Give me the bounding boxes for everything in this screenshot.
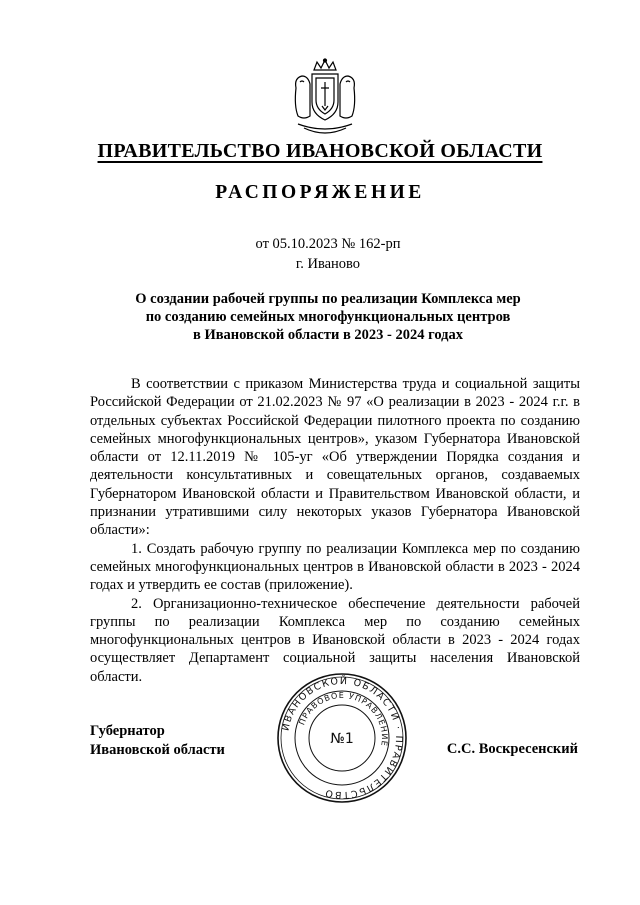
subject-line: по созданию семейных многофункциональных центров (145, 309, 511, 325)
coat-of-arms-icon (290, 58, 360, 140)
signatory-position-line: Губернатор (90, 723, 165, 739)
signatory-name: С.С. Воскресенский (446, 741, 578, 757)
organization-title: ПРАВИТЕЛЬСТВО ИВАНОВСКОЙ ОБЛАСТИ (97, 140, 543, 162)
official-stamp-icon (276, 672, 408, 804)
subject-line: О создании рабочей группы по реализации Комплекса мер (135, 291, 521, 307)
document-type-heading: РАСПОРЯЖЕНИЕ (215, 182, 425, 203)
signatory-position-line: Ивановской области (90, 742, 225, 758)
body-paragraph-item-2: 2. Организационно-техническое обеспечение деятельности рабочей группы по реализации Комплекса мер по созданию семейных многофункциональных центров в Ивановской области в 2023 - 2024 годах осуществляет Департамент социальной защиты населения Ивановской области. (90, 595, 580, 685)
stamp-ring-text: ИВАНОВСКОЙ ОБЛАСТИ · ПРАВИТЕЛЬСТВО (280, 675, 405, 801)
body-paragraph-preamble: В соответствии с приказом Министерства труда и социальной защиты Российской Федерации от 21.02.2023 № 97 «О реализации в 2023 - 2024 г.г. в отдельных субъектах Российской Федерации пилотного проекта по созданию семейных многофункциональных центров», указом Губернатора Ивановской области от 12.11.2019 № 105-уг «Об утверждении Порядка создания и деятельности консультативных и совещательных органов, создаваемых Губернатором Ивановской области и Правительством Ивановской области, и признании утратившими силу некоторых указов Губернатора Ивановской области»: (90, 376, 580, 539)
stamp-number: №1 (330, 731, 354, 747)
subject-line: в Ивановской области в 2023 - 2024 годах (192, 327, 463, 343)
stamp-inner-text: ПРАВОВОЕ УПРАВЛЕНИЕ (297, 690, 390, 748)
signatory-position (90, 722, 225, 760)
document-body (90, 375, 580, 686)
document-city: г. Иваново (295, 256, 361, 272)
document-subject (90, 290, 566, 344)
body-paragraph-item-1: 1. Создать рабочую группу по реализации Комплекса мер по созданию семейных многофункциональных центров в Ивановской области в 2023 - 2024 годах и утвердить ее состав (приложение). (90, 540, 580, 594)
document-date-number: от 05.10.2023 № 162-рп (255, 236, 401, 252)
